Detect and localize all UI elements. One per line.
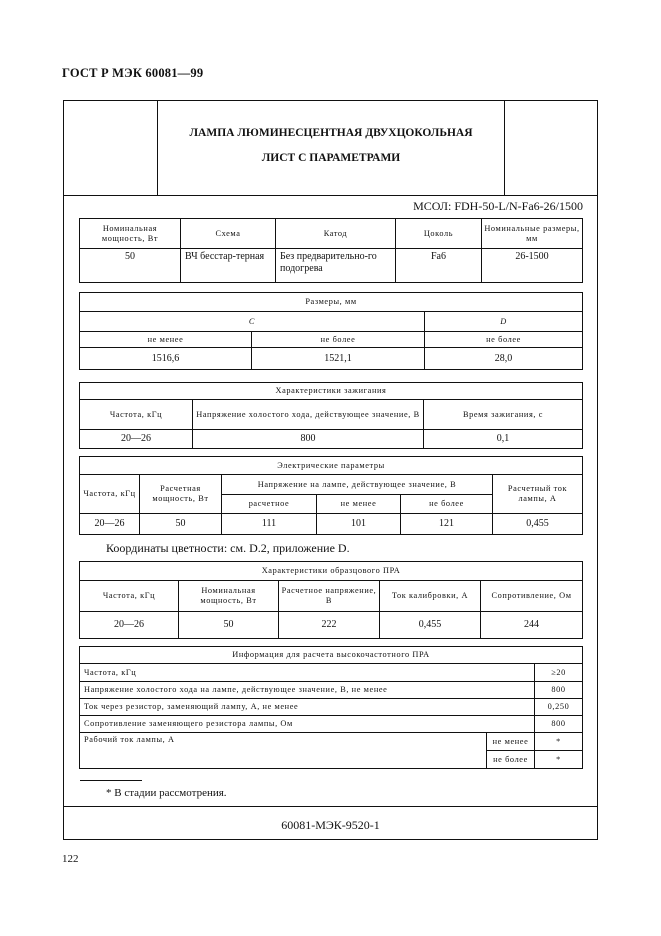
voltage-max: 121: [401, 514, 493, 535]
ignition-header-freq: Частота, кГц: [80, 400, 193, 430]
ballast-freq: 20—26: [80, 612, 179, 639]
lamp-current: 0,455: [493, 514, 583, 535]
voltage-min: 101: [317, 514, 401, 535]
sheet-number: 60081-МЭК-9520-1: [281, 818, 380, 832]
header-cathode: Катод: [276, 219, 396, 249]
c-min-label: не менее: [80, 332, 252, 348]
ignition-title: Характеристики зажигания: [80, 383, 583, 400]
d-max-label: не более: [425, 332, 583, 348]
electrical-table: [79, 456, 583, 535]
chromaticity-note: Координаты цветности: см. D.2, приложение D.: [106, 541, 350, 555]
reference-ballast-table: [79, 561, 583, 639]
hf-info-label: Напряжение холостого хода на лампе, действующее значение, В, не менее: [80, 682, 535, 699]
dimensions-title: Размеры, мм: [80, 293, 583, 312]
ignition-time: 0,1: [424, 430, 583, 449]
footer-divider: [63, 806, 598, 807]
hf-info-value: 800: [535, 716, 583, 733]
cell-cathode: Без предварительно-го подогрева: [276, 249, 396, 283]
cell-scheme: ВЧ бесстар-терная: [181, 249, 276, 283]
c-max-value: 1521,1: [252, 348, 425, 370]
ballast-voltage: 222: [279, 612, 380, 639]
operating-current-label: Рабочий ток лампы, А: [80, 733, 487, 769]
ignition-header-time: Время зажигания, с: [424, 400, 583, 430]
operating-current-max-label: не более: [487, 751, 535, 769]
electrical-freq: 20—26: [80, 514, 140, 535]
hf-ballast-info-table: [79, 646, 583, 769]
hf-info-value: ≥20: [535, 664, 583, 682]
ballast-header-freq: Частота, кГц: [80, 581, 179, 612]
c-max-label: не более: [252, 332, 425, 348]
header-scheme: Схема: [181, 219, 276, 249]
ignition-voltage: 800: [193, 430, 424, 449]
ignition-table: [79, 382, 583, 449]
hf-info-label: Сопротивление заменяющего резистора лампы, Ом: [80, 716, 535, 733]
title-divider-left: [157, 100, 158, 196]
operating-current-min-label: не менее: [487, 733, 535, 751]
cell-sizes: 26-1500: [482, 249, 583, 283]
ballast-header-voltage: Расчетное напряжение, В: [279, 581, 380, 612]
voltage-max-label: не более: [401, 495, 493, 514]
title-block: [63, 100, 598, 196]
hf-info-value: 0,250: [535, 699, 583, 716]
footnote-rule: [80, 780, 142, 781]
electrical-header-current: Расчетный ток лампы, А: [493, 475, 583, 514]
hf-info-title: Информация для расчета высокочастотного ПРА: [80, 647, 583, 664]
operating-current-max-value: *: [535, 751, 583, 769]
ballast-header-resistance: Сопротивление, Ом: [481, 581, 583, 612]
hf-info-value: 800: [535, 682, 583, 699]
header-power: Номинальная мощность, Вт: [80, 219, 181, 249]
voltage-rated-label: расчетное: [222, 495, 317, 514]
ballast-power: 50: [179, 612, 279, 639]
hf-info-label: Частота, кГц: [80, 664, 535, 682]
electrical-power: 50: [140, 514, 222, 535]
header-sizes: Номинальные размеры, мм: [482, 219, 583, 249]
ballast-current: 0,455: [380, 612, 481, 639]
dimension-c-label: C: [80, 312, 425, 332]
c-min-value: 1516,6: [80, 348, 252, 370]
footnote: * В стадии рассмотрения.: [106, 787, 227, 799]
cell-power: 50: [80, 249, 181, 283]
dimensions-table: [79, 292, 583, 370]
document-header: ГОСТ Р МЭК 60081—99: [62, 66, 204, 80]
header-cap: Цоколь: [396, 219, 482, 249]
ballast-header-power: Номинальная мощность, Вт: [179, 581, 279, 612]
lamp-main-table: [79, 218, 583, 283]
sheet-title: ЛАМПА ЛЮМИНЕСЦЕНТНАЯ ДВУХЦОКОЛЬНАЯ: [189, 127, 473, 139]
cell-cap: Fa6: [396, 249, 482, 283]
voltage-rated: 111: [222, 514, 317, 535]
dimension-d-label: D: [425, 312, 583, 332]
voltage-min-label: не менее: [317, 495, 401, 514]
ignition-freq: 20—26: [80, 430, 193, 449]
page-number: 122: [62, 853, 79, 865]
electrical-header-power: Расчетная мощность, Вт: [140, 475, 222, 514]
ballast-header-current: Ток калибровки, А: [380, 581, 481, 612]
ballast-resistance: 244: [481, 612, 583, 639]
d-max-value: 28,0: [425, 348, 583, 370]
operating-current-min-value: *: [535, 733, 583, 751]
sheet-subtitle: ЛИСТ С ПАРАМЕТРАМИ: [261, 152, 401, 164]
lamp-code: МСОЛ: FDH-50-L/N-Fa6-26/1500: [413, 199, 583, 213]
title-divider-right: [504, 100, 505, 196]
hf-info-label: Ток через резистор, заменяющий лампу, А, не менее: [80, 699, 535, 716]
reference-ballast-title: Характеристики образцового ПРА: [80, 562, 583, 581]
electrical-header-freq: Частота, кГц: [80, 475, 140, 514]
electrical-title: Электрические параметры: [80, 457, 583, 475]
ignition-header-voltage: Напряжение холостого хода, действующее значение, В: [193, 400, 424, 430]
electrical-header-voltage: Напряжение на лампе, действующее значение, В: [222, 475, 493, 495]
